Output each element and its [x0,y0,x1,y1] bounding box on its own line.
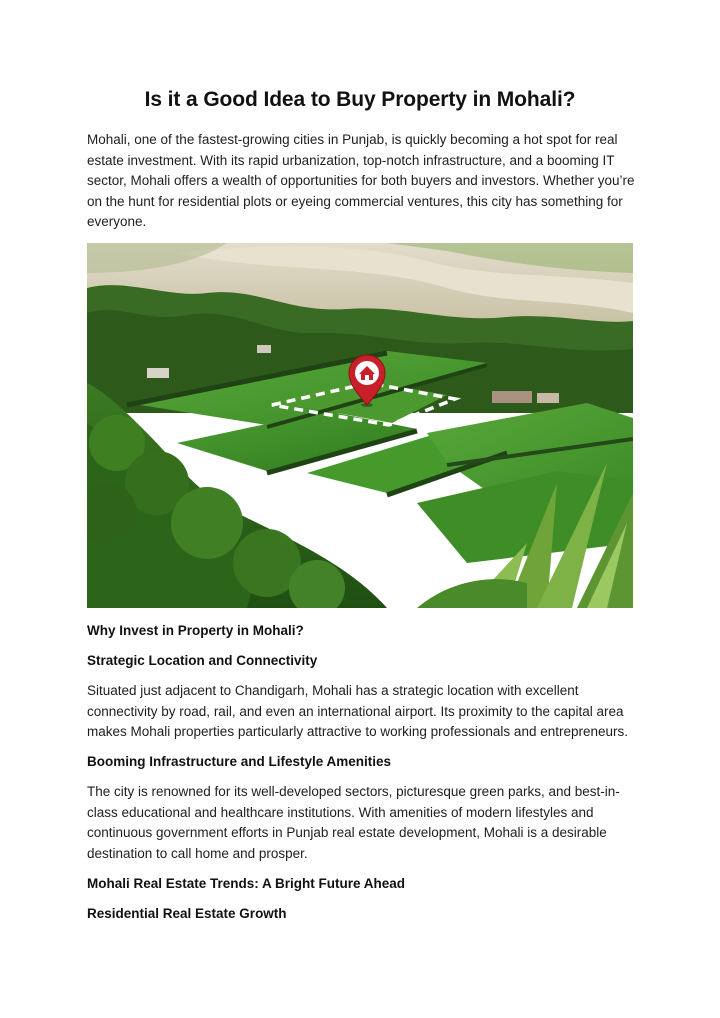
infrastructure-heading: Booming Infrastructure and Lifestyle Amenities [87,754,392,769]
residential-growth-heading: Residential Real Estate Growth [87,906,287,921]
strategic-location-paragraph: Situated just adjacent to Chandigarh, Mohali has a strategic location with excellent connectivity by road, rail, and even an international airport. Its proximity to the capital area makes Mohali properties particularly attractive to working professionals and entrepreneurs. [87,683,629,740]
page-title: Is it a Good Idea to Buy Property in Mohali? [144,88,576,111]
hero-image [87,243,633,608]
intro-paragraph: Mohali, one of the fastest-growing cities in Punjab, is quickly becoming a hot spot for real estate investment. With its rapid urbanization, top-notch infrastructure, and a booming IT sector, Mohali offers a wealth of opportunities for both buyers and investors. Whether you’re on the hunt for residential plots or eyeing commercial ventures, this city has something for everyone. [87,132,635,230]
strategic-location-heading: Strategic Location and Connectivity [87,653,318,668]
trends-heading: Mohali Real Estate Trends: A Bright Future Ahead [87,876,406,891]
infrastructure-paragraph: The city is renowned for its well-developed sectors, picturesque green parks, and best-in-class educational and healthcare institutions. With amenities of modern lifestyles and continuous government efforts in Punjab real estate development, Mohali is a desirable destination to call home and prosper. [87,784,620,861]
why-invest-heading: Why Invest in Property in Mohali? [87,623,304,638]
landscape-illustration [87,243,633,608]
